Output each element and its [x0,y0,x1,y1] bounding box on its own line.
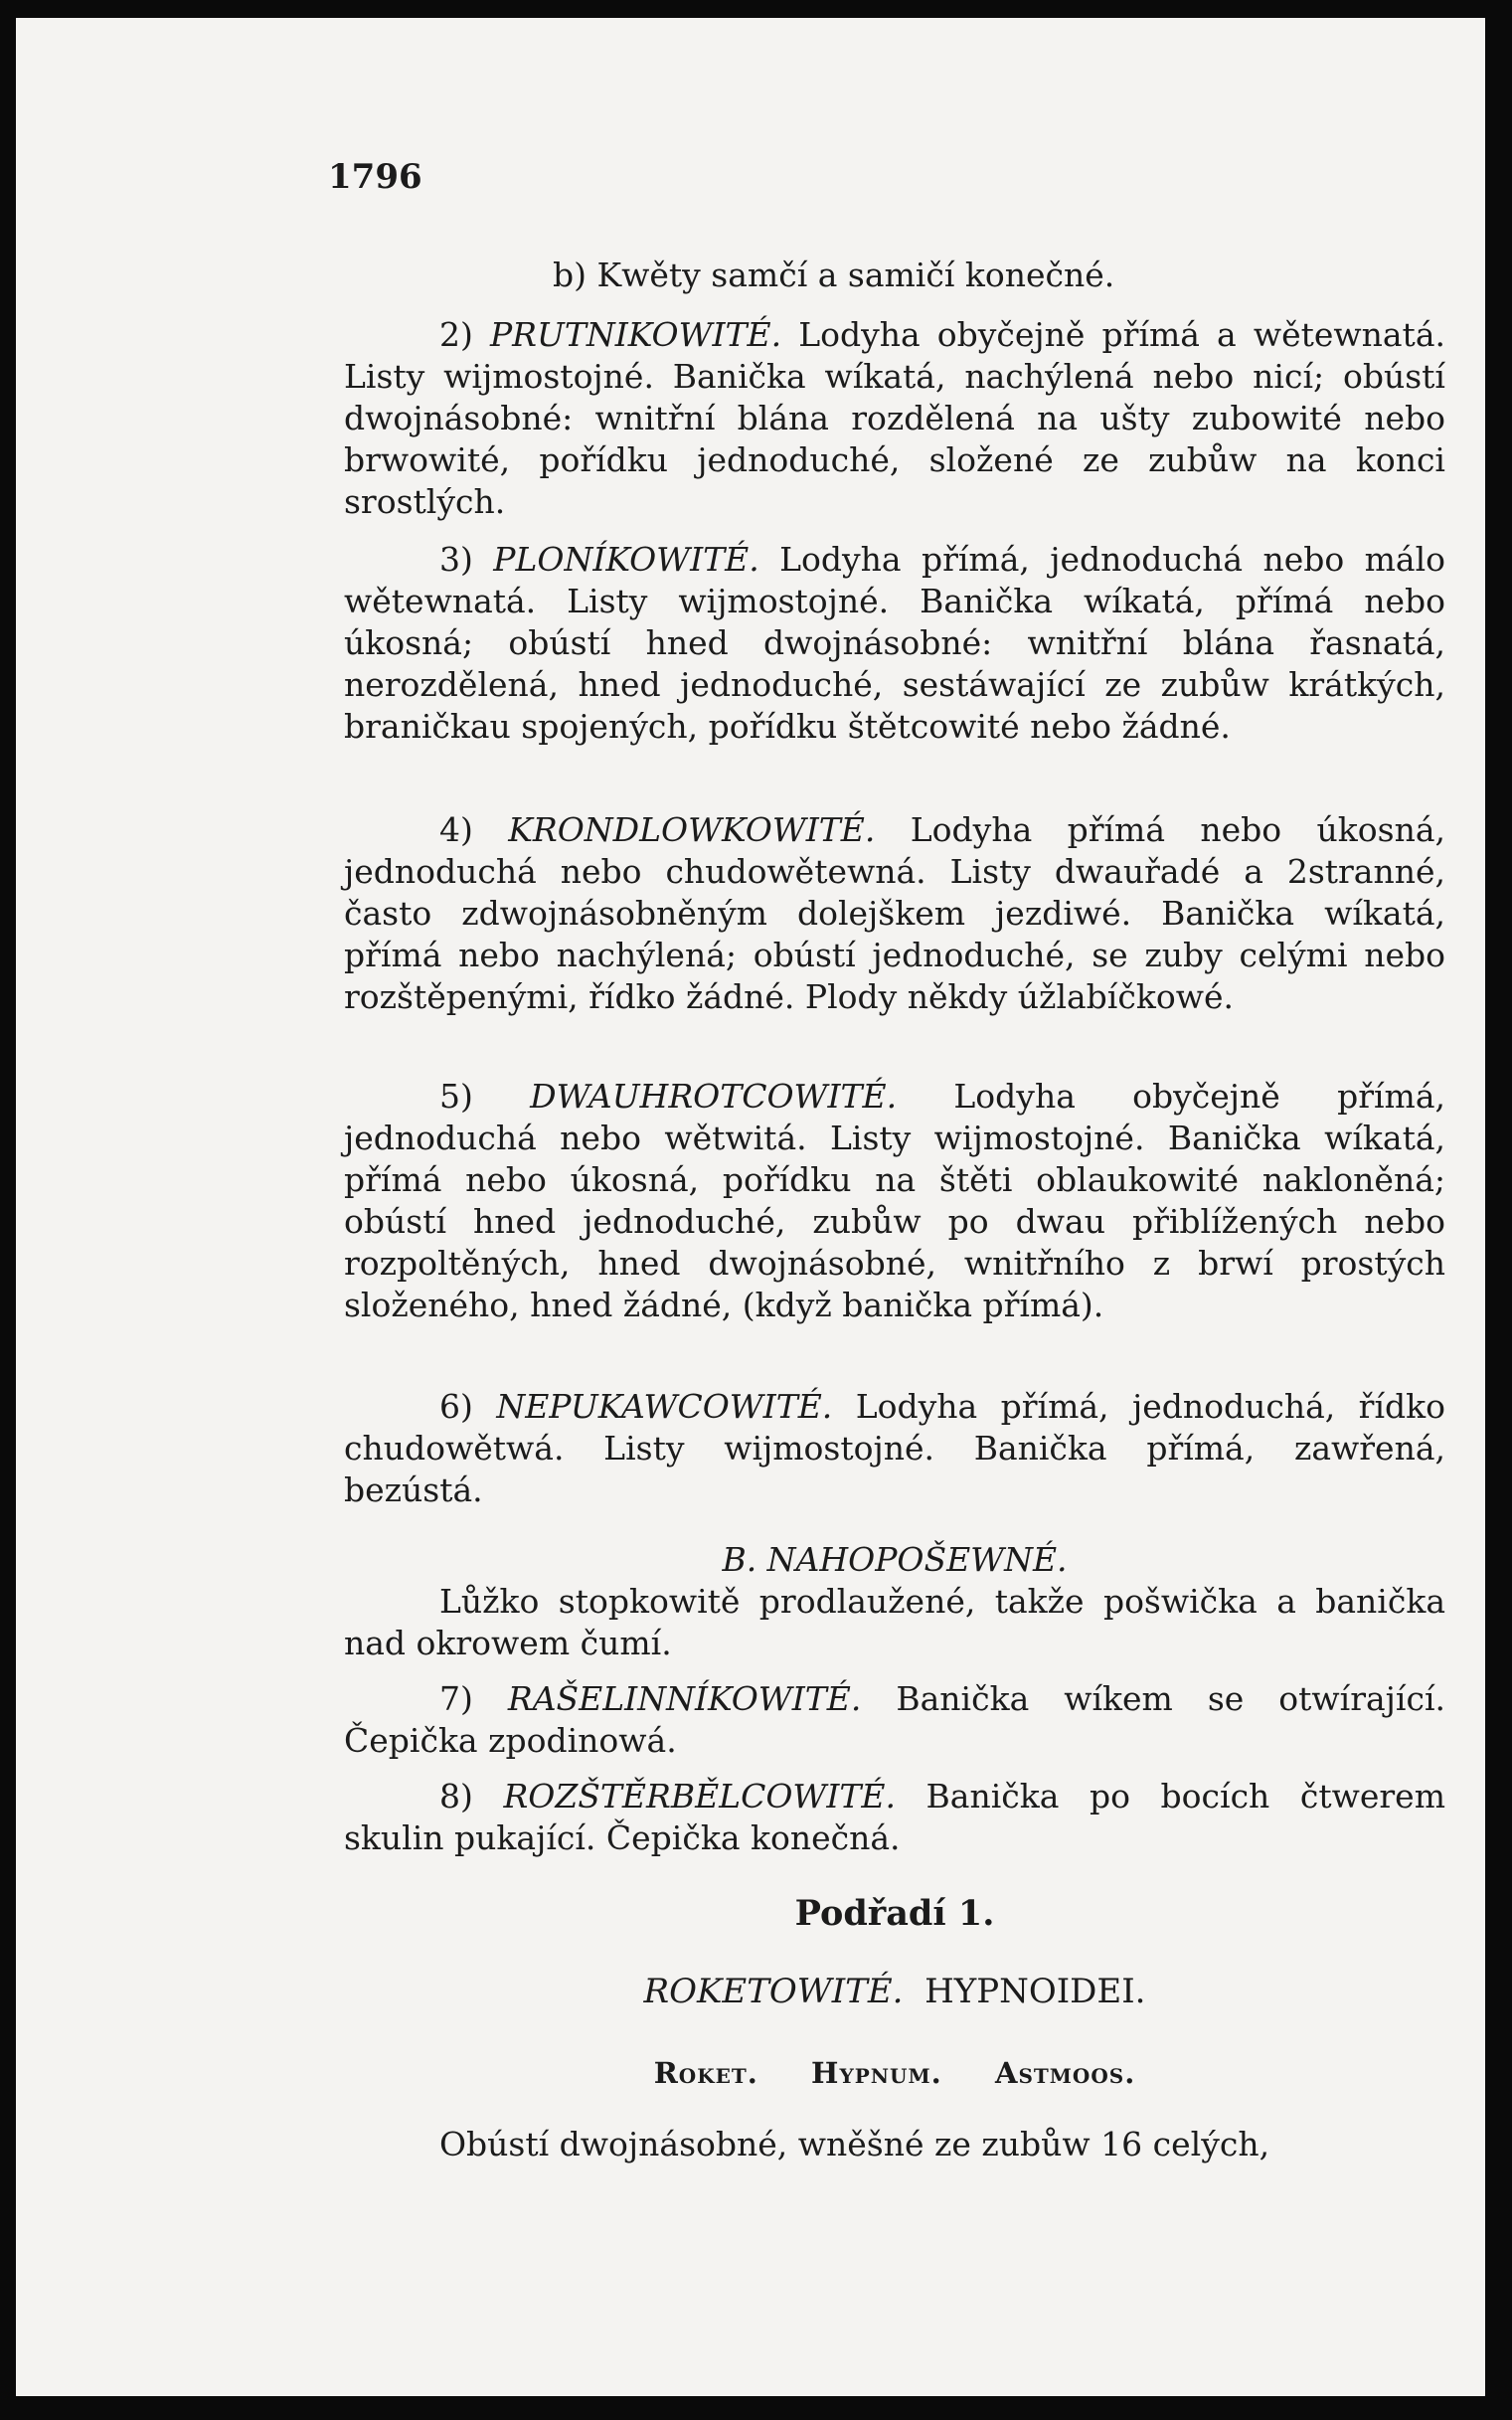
section-heading-b: B. NAHOPOŠEWNÉ. [722,1540,1068,1579]
paragraph-7: 7) RAŠELINNÍKOWITÉ. Banička wíkem se otwírající. Čepička zpodinowá. [344,1679,1445,1760]
paragraph-8: 8) ROZŠTĚRBĚLCOWITÉ. Banička po bocích čtwerem skulin pukající. Čepička konečná. [344,1777,1445,1857]
paragraph-2: 2) PRUTNIKOWITÉ. Lodyha obyčejně přímá a wětewnatá. Listy wijmostojné. Banička wíkatá, nachýlená nebo nicí; obústí dwojnásobné: wnitřní blána rozdělená na ušty zubowité nebo brwowité, pořídku jednoduché, složené ze zubůw na konci srostlých. [344,315,1445,521]
family-label: ROZŠTĚRBĚLCOWITÉ. [503,1777,896,1815]
family-label: KRONDLOWKOWITÉ. [508,810,876,849]
family-label: DWAUHROTCOWITÉ. [530,1077,898,1116]
family-label: PRUTNIKOWITÉ. [489,315,782,354]
genus-heading: Roket. Hypnum. Astmoos. [653,2056,1136,2090]
family-heading: ROKETOWITÉ. HYPNOIDEI. [643,1972,1146,2011]
paragraph-b: Lůžko stopkowitě prodlaužené, takže pošwička a banička nad okrowem čumí. [344,1582,1445,1662]
page-number: 1796 [328,157,422,197]
suborder-heading: Podřadí 1. [794,1893,995,1934]
paragraph-6: 6) NEPUKAWCOWITÉ. Lodyha přímá, jednoduchá, řídko chudowětwá. Listy wijmostojné. Banička přímá, zawřená, bezústá. [344,1387,1445,1509]
paragraph-5: 5) DWAUHROTCOWITÉ. Lodyha obyčejně přímá, jednoduchá nebo wětwitá. Listy wijmostojné. Banička wíkatá, přímá nebo úkosná, pořídku na štěti oblaukowité nakloněná; obústí hned jednoduché, zubůw po dwau přiblížených nebo rozpoltěných, hned dwojnásobné, wnitřního z brwí prostých složeného, hned žádné, (když banička přímá). [344,1077,1446,1324]
book-page [16,18,1485,2396]
family-label: NEPUKAWCOWITÉ. [496,1387,833,1426]
paragraph-genus: Obústí dwojnásobné, wněšné ze zubůw 16 celých, [439,2125,1270,2163]
paragraph-4: 4) KRONDLOWKOWITÉ. Lodyha přímá nebo úkosná, jednoduchá nebo chudowětewná. Listy dwauřadé a 2stranné, často zdwojnásobněným dolejškem jezdiwé. Banička wíkatá, přímá nebo nachýlená; obústí jednoduché, se zuby celými nebo rozštěpenými, řídko žádné. Plody někdy úžlabíčkowé. [344,810,1445,1016]
paragraph-b-flowers: b) Kwěty samčí a samičí konečné. [553,256,1115,294]
family-label: RAŠELINNÍKOWITÉ. [507,1679,862,1718]
paragraph-3: 3) PLONÍKOWITÉ. Lodyha přímá, jednoduchá nebo málo wětewnatá. Listy wijmostojné. Banička wíkatá, přímá nebo úkosná; obústí hned dwojnásobné: wnitřní blána řasnatá, nerozdělená, hned jednoduché, sestáwající ze zubůw krátkých, braničkau spojených, pořídku štětcowité nebo žádné. [344,540,1445,746]
family-label: PLONÍKOWITÉ. [493,540,759,579]
